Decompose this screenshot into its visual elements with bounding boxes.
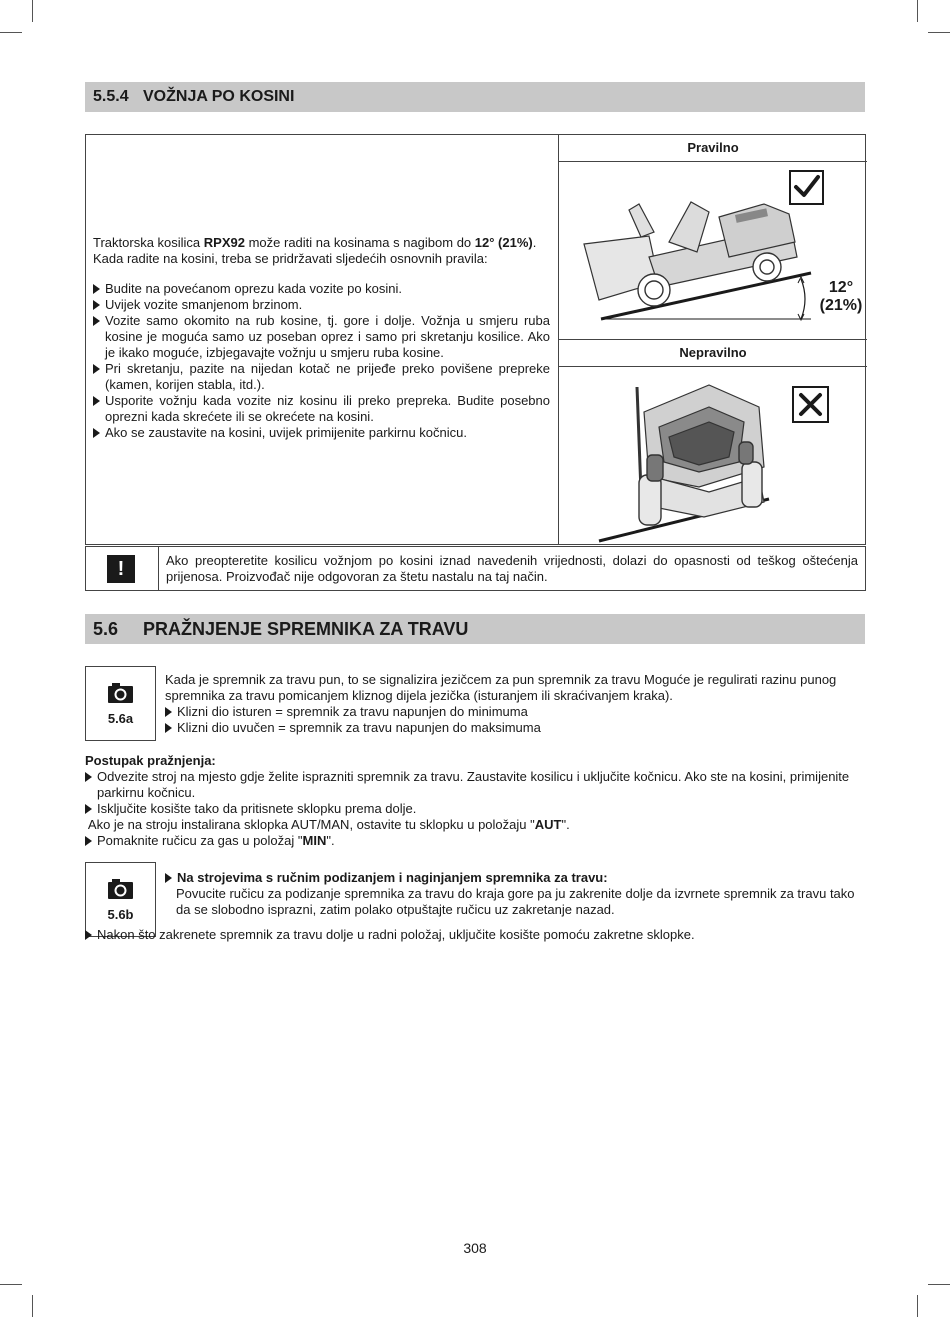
bullet-item: Uvijek vozite smanjenom brzinom. (93, 297, 550, 313)
figure-a-text (165, 672, 859, 736)
bullet-item: Klizni dio uvučen = spremnik za travu napunjen do maksimuma (165, 720, 859, 736)
bullet-arrow-icon (93, 316, 100, 326)
bullet-arrow-icon (85, 836, 92, 846)
camera-icon (108, 879, 133, 899)
warning-icon: ! (107, 555, 135, 583)
procedure-step: Pomaknite ručicu za gas u položaj "MIN". (85, 833, 865, 849)
bullet-arrow-icon (93, 428, 100, 438)
figure-ref-5-6b (85, 862, 156, 937)
section-title: PRAŽNJENJE SPREMNIKA ZA TRAVU (143, 619, 469, 639)
bullet-arrow-icon (93, 364, 100, 374)
slope-illustrations (558, 135, 867, 545)
figure-a-description: Kada je spremnik za travu pun, to se signalizira jezičcem za pun spremnik za travu Moguće je regulirati razinu punog spremnika za travu pomicanjem kliznog dijela jezička (isturanjem ili skraćivanjem kraka). (165, 672, 837, 703)
correct-label: Pravilno (559, 135, 867, 162)
bullet-arrow-icon (85, 930, 92, 940)
procedure-heading: Postupak pražnjenja: (85, 753, 216, 768)
incorrect-label: Nepravilno (559, 339, 867, 367)
warning-note (85, 546, 866, 591)
figure-b-text (165, 870, 859, 918)
bullet-item: Usporite vožnju kada vozite niz kosinu ili preko prepreka. Budite posebno oprezni kada skrećete ili se okrećete na kosini. (93, 393, 550, 425)
page-number: 308 (463, 1240, 487, 1256)
camera-icon (108, 683, 133, 703)
warning-text: Ako preopteretite kosilicu vožnjom po kosini iznad navedenih vrijednosti, dolazi do opasnosti od teškog oštećenja prijenosa. Proizvođač nije odgovoran za štetu nastalu na taj način. (166, 553, 858, 584)
bullet-arrow-icon (93, 300, 100, 310)
bullet-arrow-icon (165, 707, 172, 717)
bullet-item: Budite na povećanom oprezu kada vozite po kosini. (93, 281, 550, 297)
figure-b-description: Povucite ručicu za podizanje spremnika za travu do kraja gore pa ju zakrenite dolje da izvrnete spremnik za travu tako da se slobodno isprazni, zatim polako otpuštajte ručicu uz zakretanje nazad. (176, 886, 855, 917)
bullet-item: Pri skretanju, pazite na nijedan kotač ne prijeđe preko povišene prepreke (kamen, korijen stabla, itd.). (93, 361, 550, 393)
slope-angle-label: 12° (21%) (819, 279, 863, 314)
figure-label: 5.6a (107, 711, 134, 726)
figure-label: 5.6b (107, 907, 134, 922)
section-title: VOŽNJA PO KOSINI (143, 88, 295, 105)
crop-mark (0, 1284, 22, 1285)
bullet-item: Vozite samo okomito na rub kosine, tj. gore i dolje. Vožnja u smjeru ruba kosine je moguća samo uz poseban oprez i samo pri skretanju kosilice. Ako je ikako moguće, izbjegavajte vožnju u smjeru ruba kosine. (93, 313, 550, 361)
section-number: 5.5.4 (93, 88, 129, 105)
max-angle: 12° (21%) (474, 235, 533, 250)
crop-mark (0, 32, 22, 33)
section-heading-554 (85, 82, 865, 112)
crop-mark (917, 1295, 918, 1317)
bullet-arrow-icon (165, 873, 172, 883)
figure-ref-5-6a (85, 666, 156, 741)
bullet-item: Ako se zaustavite na kosini, uvijek primijenite parkirnu kočnicu. (93, 425, 550, 441)
bullet-arrow-icon (165, 723, 172, 733)
crop-mark (32, 0, 33, 22)
procedure-block (85, 753, 865, 849)
section-heading-56 (85, 614, 865, 644)
final-step: Nakon što zakrenete spremnik za travu dolje u radni položaj, uključite kosište pomoću zakretne sklopke. (85, 927, 865, 943)
mower-sideways-illustration (559, 367, 867, 545)
slope-intro-rules: Kada radite na kosini, treba se pridržavati sljedećih osnovnih pravila: (93, 251, 488, 266)
bullet-arrow-icon (85, 804, 92, 814)
figure-b-heading: Na strojevima s ručnim podizanjem i naginjanjem spremnika za travu: (165, 870, 859, 886)
slope-rules-table (85, 134, 866, 545)
bullet-arrow-icon (93, 396, 100, 406)
slope-intro: Traktorska kosilica RPX92 može raditi na kosinama s nagibom do 12° (21%). (93, 235, 537, 250)
procedure-step: Odvezite stroj na mjesto gdje želite isprazniti spremnik za travu. Zaustavite kosilicu i uključite kočnicu. Ako ste na kosini, primijenite parkirnu kočnicu. (85, 769, 865, 801)
slope-rules-text (93, 235, 550, 441)
figure-a-bullets (165, 704, 859, 736)
procedure-note: Ako je na stroju instalirana sklopka AUT/MAN, ostavite tu sklopku u položaju "AUT". (85, 817, 570, 832)
bullet-item: Klizni dio isturen = spremnik za travu napunjen do minimuma (165, 704, 859, 720)
section-number: 5.6 (93, 619, 119, 639)
crop-mark (917, 0, 918, 22)
bullet-arrow-icon (85, 772, 92, 782)
procedure-step: Isključite kosište tako da pritisnete sklopku prema dolje. (85, 801, 865, 817)
model-name: RPX92 (203, 235, 245, 250)
crop-mark (928, 1284, 950, 1285)
bullet-arrow-icon (93, 284, 100, 294)
slope-rules-list (93, 281, 550, 441)
warning-icon-cell (86, 547, 159, 590)
crop-mark (928, 32, 950, 33)
crop-mark (32, 1295, 33, 1317)
